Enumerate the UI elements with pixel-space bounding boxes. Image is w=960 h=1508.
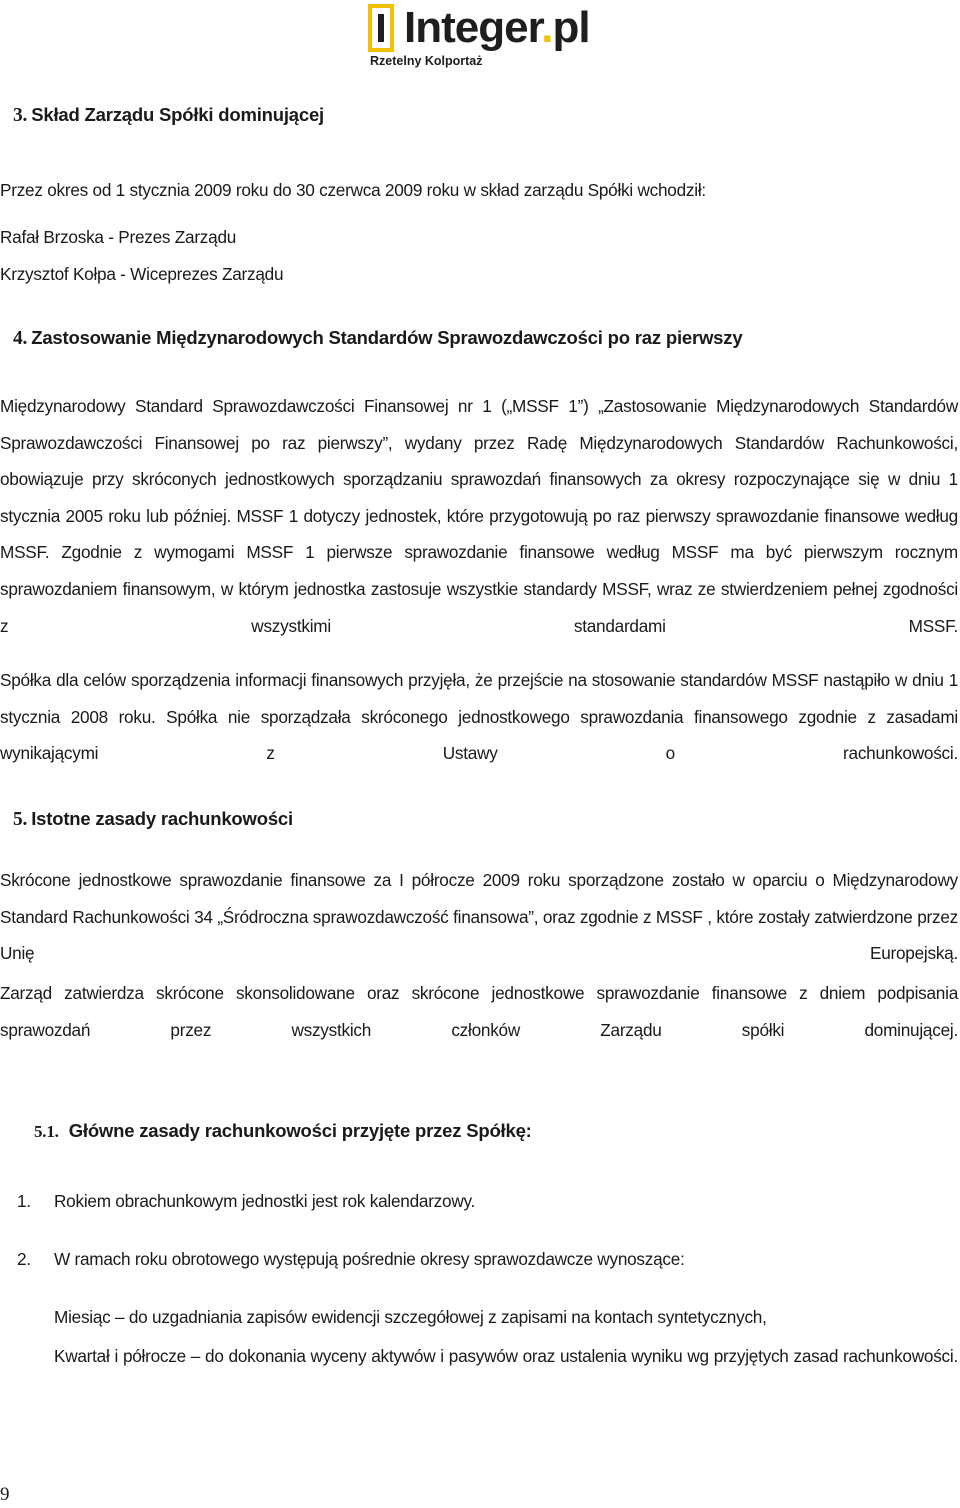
logo-wordmark-dot: . [541, 3, 553, 52]
logo-wordmark-tld: pl [552, 3, 590, 52]
section-5-number: 5. [13, 809, 28, 830]
list-item-1-text: Rokiem obrachunkowym jednostki jest rok kalendarzowy. [54, 1191, 476, 1211]
list-item-1-number: 1. [17, 1191, 31, 1211]
section-5-1-heading [34, 1120, 532, 1142]
section-4-number: 4. [13, 328, 28, 349]
board-member-1: Rafał Brzoska - Prezes Zarządu [0, 227, 237, 247]
sub-item-quarter: Kwartał i półrocze – do dokonania wyceny aktywów i pasywów oraz ustalenia wyniku wg przyjętych zasad rachunkowości. [54, 1346, 958, 1366]
logo-wordmark-main: Integer [404, 3, 542, 52]
section-4-paragraph-1: Międzynarodowy Standard Sprawozdawczości Finansowej nr 1 („MSSF 1”) „Zastosowanie Międzynarodowych Standardów Sprawozdawczości Finansowej po raz pierwszy”, wydany przez Radę Międzynarodowych Standardów Rachunkowości, obowiązuje przy skróconych jednostkowych sporządzaniu sprawozdań finansowych za okresy rozpoczynające się w dniu 1 stycznia 2005 roku lub później. MSSF 1 dotyczy jednostek, które przygotowują po raz pierwszy sprawozdanie finansowe według MSSF. Zgodnie z wymogami MSSF 1 pierwsze sprawozdanie finansowe według MSSF ma być pierwszym rocznym sprawozdaniem finansowym, w którym jednostka zastosuje wszystkie standardy MSSF, wraz ze stwierdzeniem pełnej zgodności z wszystkimi standardami MSSF. [0, 396, 958, 636]
section-5-1-title: Główne zasady rachunkowości przyjęte przez Spółkę: [68, 1120, 532, 1141]
list-item-2-text: W ramach roku obrotowego występują pośrednie okresy sprawozdawcze wynoszące: [54, 1249, 685, 1269]
section-5-heading [13, 808, 293, 831]
section-4-paragraph-2: Spółka dla celów sporządzenia informacji finansowych przyjęła, że przejście na stosowanie standardów MSSF nastąpiło w dniu 1 stycznia 2008 roku. Spółka nie sporządzała skróconego jednostkowego sprawozdania finansowego zgodnie z zasadami wynikającymi z Ustawy o rachunkowości. [0, 670, 958, 764]
list-item-2-number: 2. [17, 1249, 31, 1269]
section-4-title: Zastosowanie Międzynarodowych Standardów Sprawozdawczości po raz pierwszy [31, 327, 743, 348]
section-3-title: Skład Zarządu Spółki dominującej [31, 104, 324, 125]
integer-logo [368, 4, 598, 68]
section-3-intro: Przez okres od 1 stycznia 2009 roku do 30 czerwca 2009 roku w skład zarządu Spółki wchodził: [0, 180, 706, 200]
section-5-1-number: 5.1. [34, 1122, 59, 1141]
page-number: 9 [0, 1484, 10, 1505]
section-5-paragraph-1: Skrócone jednostkowe sprawozdanie finansowe za I półrocze 2009 roku sporządzone zostało w oparciu o Międzynarodowy Standard Rachunkowości 34 „Śródroczna sprawozdawczość finansowa”, oraz zgodnie z MSSF , które zostały zatwierdzone przez Unię Europejską. [0, 870, 958, 964]
sub-item-month: Miesiąc – do uzgadniania zapisów ewidencji szczegółowej z zapisami na kontach syntetycznych, [54, 1307, 767, 1327]
integer-square-mark-icon [368, 4, 396, 54]
section-3-heading [13, 104, 324, 127]
logo-tagline: Rzetelny Kolportaż [370, 54, 483, 68]
board-member-2: Krzysztof Kołpa - Wiceprezes Zarządu [0, 264, 284, 284]
section-3-number: 3. [13, 105, 28, 126]
section-5-title: Istotne zasady rachunkowości [31, 808, 293, 829]
logo-wordmark [404, 2, 590, 54]
section-4-heading [13, 327, 742, 350]
section-5-paragraph-2: Zarząd zatwierdza skrócone skonsolidowane oraz skrócone jednostkowe sprawozdanie finansowe z dniem podpisania sprawozdań przez wszystkich członków Zarządu spółki dominującej. [0, 983, 958, 1040]
